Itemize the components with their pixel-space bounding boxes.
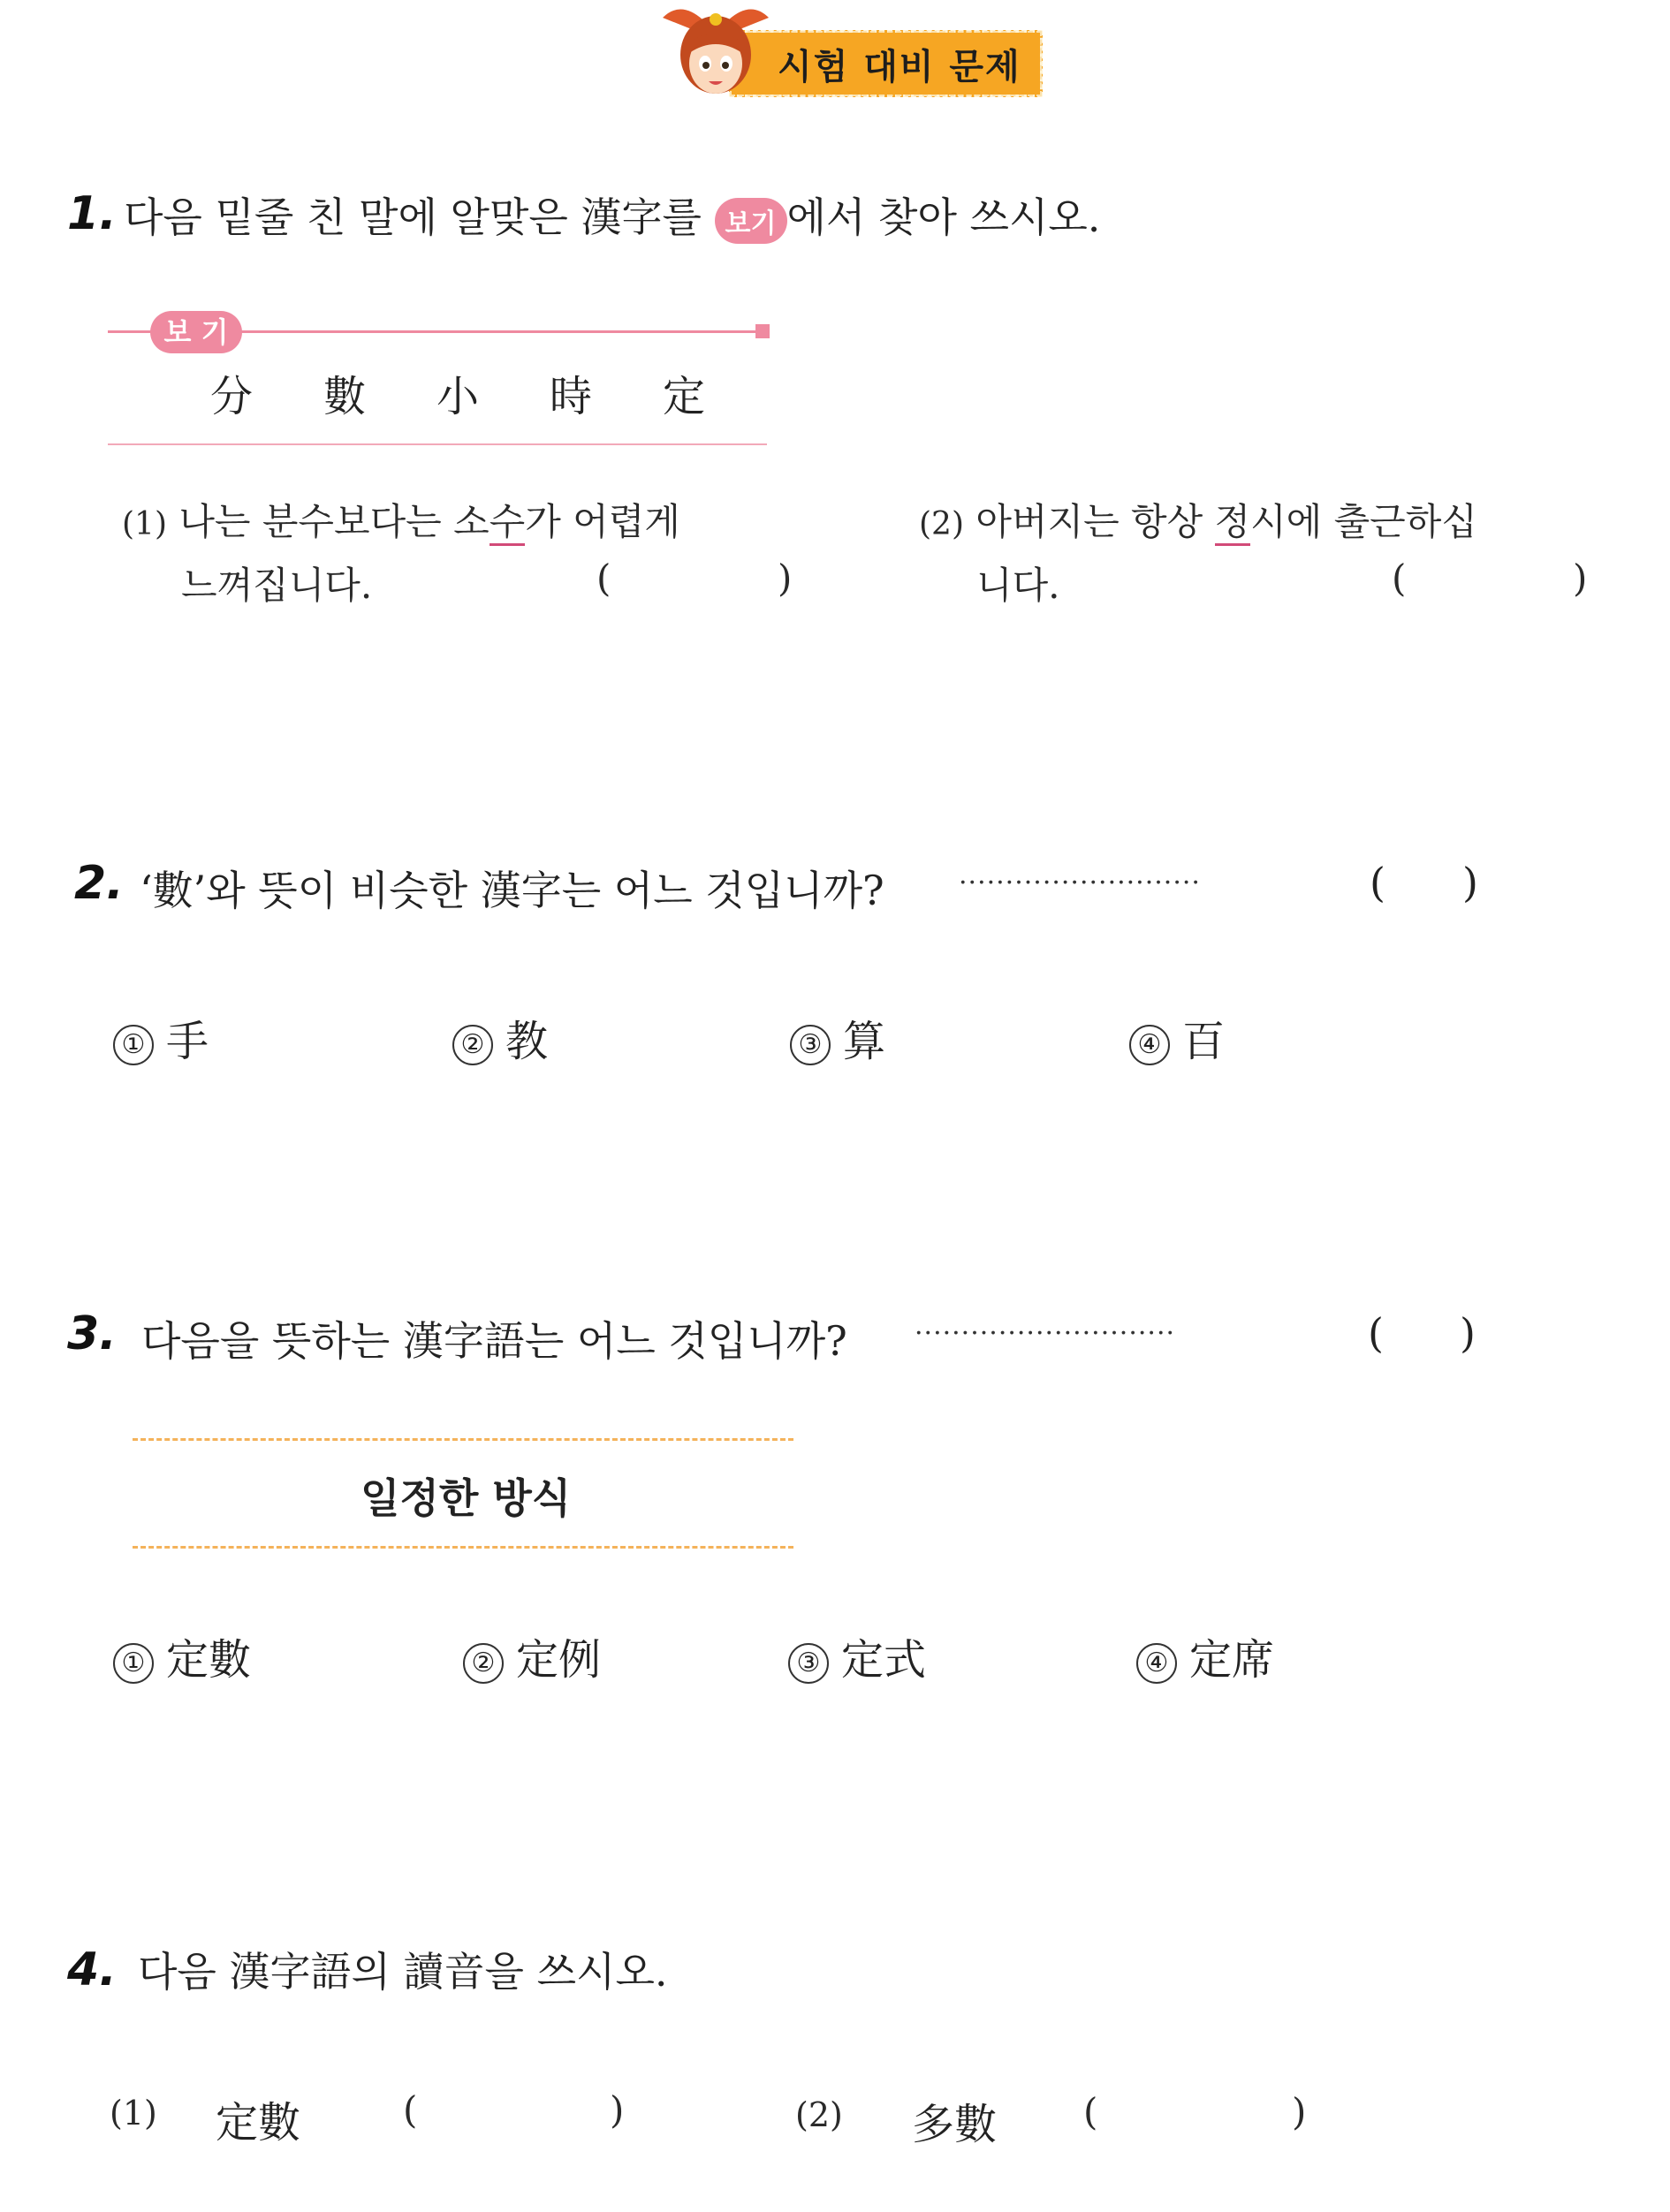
choice-text: 定席 (1189, 1635, 1275, 1685)
q4-item-2-paren-open[interactable]: ( (1083, 2090, 1098, 2133)
q1-sub1-paren-open: ( (596, 557, 611, 600)
q1-sub2-line1 (919, 493, 1477, 546)
q3-box-top-dash (133, 1438, 793, 1441)
q1-sub1-line2: 느껴집니다. (181, 564, 373, 607)
choice-text: 定例 (516, 1635, 602, 1685)
q1-sub2-line2: 니다. (976, 564, 1060, 607)
choice-number: ① (113, 1025, 154, 1065)
q1-sub1-number: (1) (122, 506, 167, 542)
choice-number: ③ (788, 1643, 829, 1684)
question-2-dots: ·························· (959, 867, 1201, 898)
bogi-char: 定 (662, 372, 705, 421)
choice-number: ② (463, 1643, 504, 1684)
q4-item-1-number: (1) (110, 2094, 157, 2132)
q1-sub1-line1 (122, 493, 680, 546)
question-3-paren-close: ) (1460, 1309, 1476, 1357)
bogi-char: 數 (323, 372, 366, 421)
q4-item-2-paren-close: ) (1292, 2090, 1307, 2133)
choice-number: ① (113, 1643, 154, 1684)
q3-box-bottom-dash (133, 1546, 793, 1549)
choice-text: 教 (505, 1017, 549, 1066)
q1-sub1-post: 가 어렵게 (525, 500, 680, 543)
q1-sub1-pre: 나는 분수보다는 소 (178, 500, 490, 543)
page-title: 시험 대비 문제 (778, 47, 1021, 87)
q4-item-1-word: 定數 (216, 2098, 301, 2148)
choice-number: ③ (790, 1025, 831, 1065)
question-1-text-pre: 다음 밑줄 친 말에 알맞은 漢字를 (124, 193, 702, 241)
q4-item-2-word: 多數 (912, 2100, 998, 2149)
question-3-text: 다음을 뜻하는 漢字語는 어느 것입니까? (141, 1317, 847, 1365)
question-2-paren-close: ) (1462, 859, 1478, 906)
q2-choice-1[interactable] (113, 1007, 209, 1068)
q4-item-2-number: (2) (795, 2095, 843, 2134)
q2-choice-3[interactable] (790, 1007, 885, 1068)
bogi-label: 보 기 (150, 311, 242, 353)
choice-text: 百 (1182, 1017, 1226, 1066)
q3-choice-1[interactable] (113, 1625, 251, 1686)
q1-sub1-underlined: 수 (490, 500, 526, 546)
q3-choice-4[interactable] (1136, 1625, 1274, 1686)
q3-box-text: 일정한 방식 (361, 1474, 572, 1522)
question-3-paren-open: ( (1368, 1309, 1384, 1357)
choice-number: ④ (1129, 1025, 1170, 1065)
choice-number: ④ (1136, 1643, 1177, 1684)
q1-sub1-paren-close: ) (778, 557, 793, 600)
mascot-girl-icon (654, 0, 778, 104)
question-1-text (124, 186, 1100, 244)
q1-sub2-underlined: 정 (1215, 500, 1251, 546)
bogi-pill: 보기 (715, 198, 787, 244)
question-4-number: 4. (67, 1943, 117, 1996)
q3-choice-3[interactable] (788, 1625, 926, 1686)
question-1-number: 1. (67, 187, 117, 240)
bogi-bottom-line (108, 443, 767, 445)
choice-text: 算 (843, 1017, 886, 1066)
q4-item-1-paren-open[interactable]: ( (403, 2088, 418, 2132)
question-2-paren-open: ( (1370, 859, 1385, 906)
q2-choice-2[interactable] (452, 1007, 548, 1068)
question-1-text-post: 에서 찾아 쓰시오. (786, 193, 1101, 241)
choice-text: 定式 (841, 1635, 927, 1685)
bogi-char: 小 (436, 372, 479, 421)
question-4-text: 다음 漢字語의 讀音을 쓰시오. (138, 1948, 668, 1996)
question-3-dots: ···························· (915, 1318, 1176, 1349)
q1-sub2-post: 시에 출근하십 (1250, 500, 1477, 543)
question-2-text: ‘數’와 뜻이 비슷한 漢字는 어느 것입니까? (140, 867, 884, 914)
bogi-char: 時 (549, 372, 592, 421)
question-3-number: 3. (67, 1307, 117, 1360)
bogi-line-end-square (755, 324, 770, 338)
q1-sub2-pre: 아버지는 항상 (975, 500, 1215, 543)
bogi-char: 分 (210, 372, 254, 421)
q3-choice-2[interactable] (463, 1625, 601, 1686)
q1-sub2-paren-open: ( (1392, 557, 1407, 600)
q1-sub2-number: (2) (919, 506, 964, 542)
choice-number: ② (452, 1025, 493, 1065)
q1-sub2-paren-close: ) (1573, 557, 1588, 600)
choice-text: 定數 (166, 1635, 252, 1685)
question-2-number: 2. (74, 857, 124, 910)
q2-choice-4[interactable] (1129, 1007, 1225, 1068)
bogi-chars (210, 362, 705, 423)
choice-text: 手 (166, 1017, 209, 1066)
q4-item-1-paren-close: ) (610, 2088, 625, 2132)
